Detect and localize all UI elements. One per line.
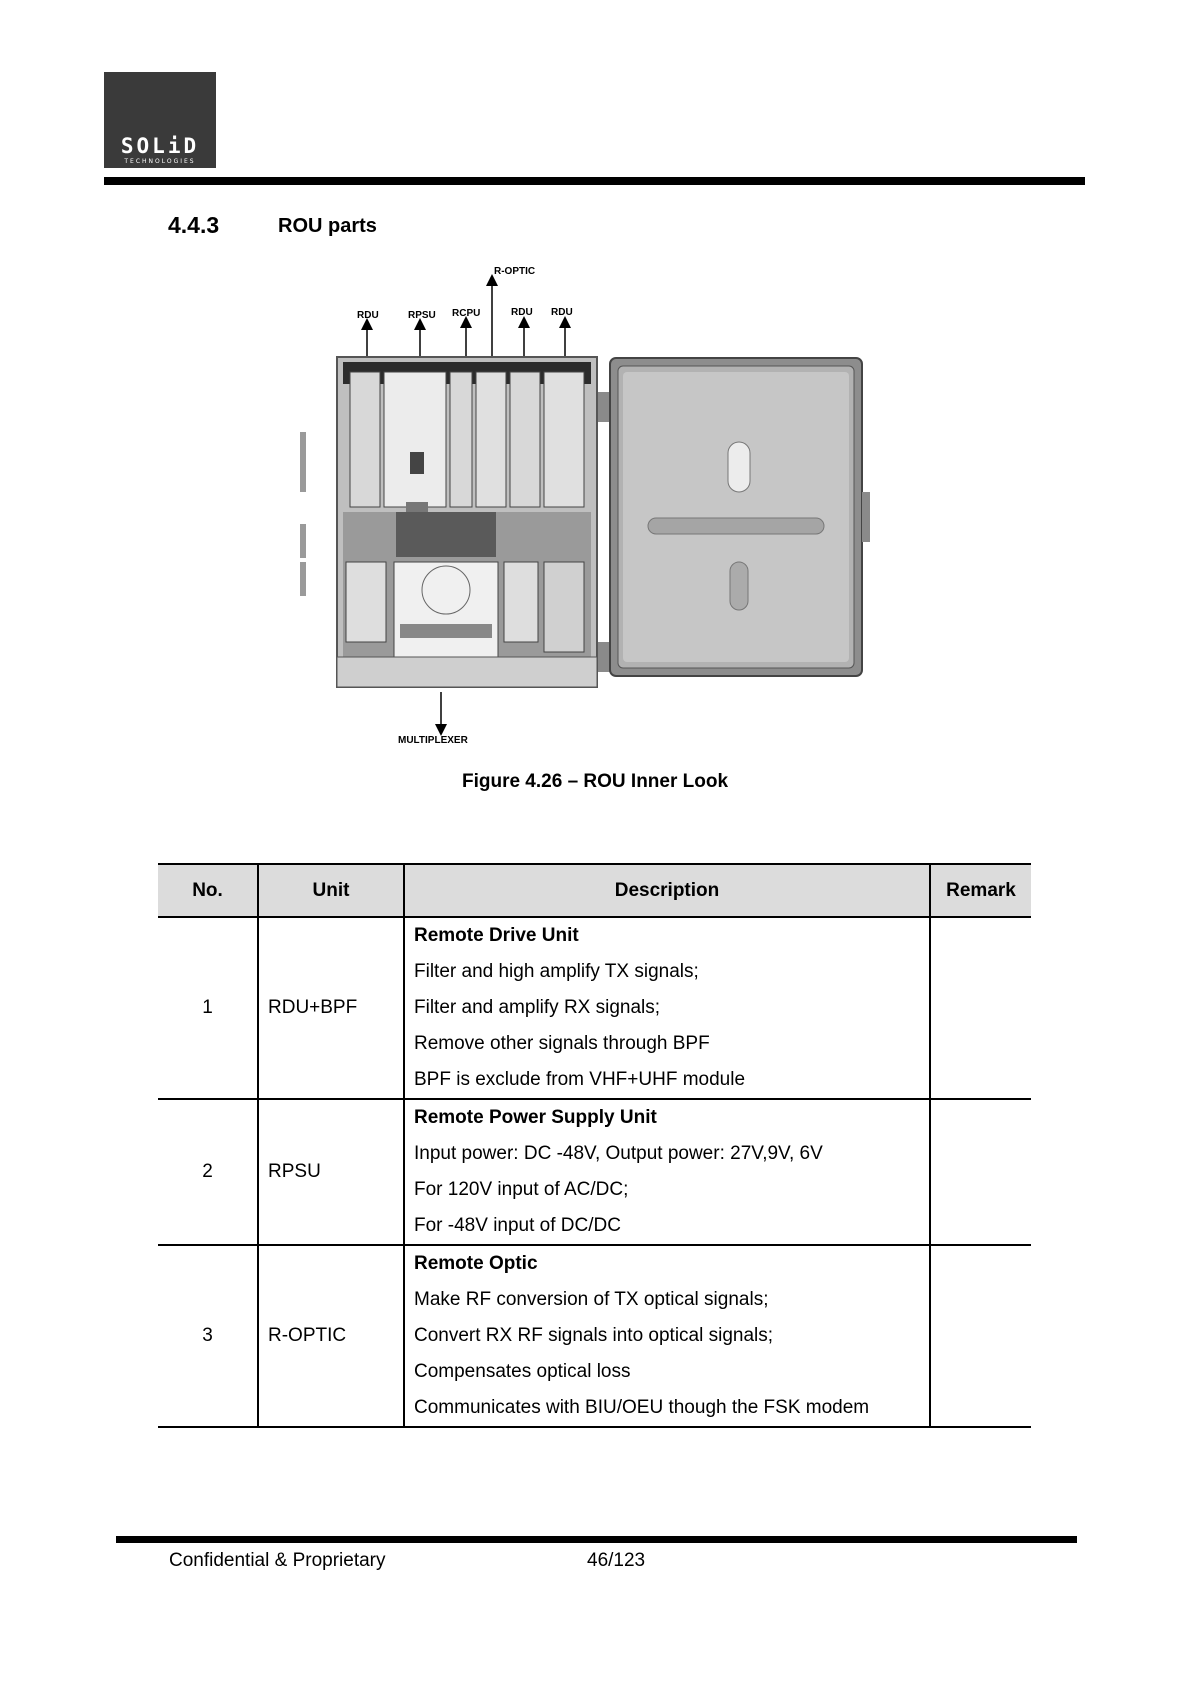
description-line: Input power: DC -48V, Output power: 27V,9V, 6V (414, 1143, 823, 1164)
description-line: Filter and amplify RX signals; (414, 997, 661, 1018)
description-line: Communicates with BIU/OEU though the FSK modem (414, 1397, 870, 1418)
figure-caption: Figure 4.26 – ROU Inner Look (461, 771, 729, 792)
label-rpsu: RPSU (408, 310, 436, 321)
header-rule (104, 177, 1085, 185)
description-line: Remove other signals through BPF (414, 1033, 710, 1054)
footer-confidential: Confidential & Proprietary (169, 1550, 386, 1571)
table-row (158, 917, 1031, 1099)
cell-remark (930, 1245, 1031, 1427)
cell-unit: RPSU (258, 1099, 404, 1245)
rou-parts-table (158, 863, 1031, 1428)
table-row (158, 1245, 1031, 1427)
label-rdu-left: RDU (357, 310, 379, 321)
table-row (158, 1099, 1031, 1245)
description-line: BPF is exclude from VHF+UHF module (414, 1069, 746, 1090)
table-header-row (158, 864, 1031, 917)
cell-no: 2 (158, 1099, 258, 1245)
description-line: Make RF conversion of TX optical signals; (414, 1289, 769, 1310)
header-description: Description (404, 864, 930, 917)
cell-description (404, 917, 930, 1099)
section-number: 4.4.3 (168, 212, 220, 238)
rou-inner-look-figure (300, 262, 895, 752)
label-r-optic: R-OPTIC (494, 266, 536, 277)
cell-remark (930, 1099, 1031, 1245)
header-unit: Unit (258, 864, 404, 917)
cell-no: 1 (158, 917, 258, 1099)
cell-unit: RDU+BPF (258, 917, 404, 1099)
company-logo (104, 72, 216, 168)
description-heading: Remote Optic (414, 1253, 538, 1274)
cell-unit: R-OPTIC (258, 1245, 404, 1427)
label-rcpu: RCPU (452, 308, 481, 319)
description-line: Compensates optical loss (414, 1361, 631, 1382)
cell-remark (930, 917, 1031, 1099)
logo-subtext: TECHNOLOGIES (124, 158, 196, 165)
page-number: 46/123 (587, 1550, 646, 1571)
section-title: ROU parts (278, 215, 377, 237)
cell-no: 3 (158, 1245, 258, 1427)
footer-rule (116, 1536, 1077, 1543)
description-line: For -48V input of DC/DC (414, 1215, 621, 1236)
description-line: Filter and high amplify TX signals; (414, 961, 699, 982)
label-rdu-mid: RDU (511, 307, 533, 318)
label-multiplexer: MULTIPLEXER (398, 735, 468, 746)
description-line: Convert RX RF signals into optical signals; (414, 1325, 774, 1346)
description-heading: Remote Drive Unit (414, 925, 579, 946)
description-heading: Remote Power Supply Unit (414, 1107, 657, 1128)
cell-description (404, 1099, 930, 1245)
header-remark: Remark (930, 864, 1031, 917)
logo-brand-text: SOLiD (120, 134, 200, 158)
label-rdu-right: RDU (551, 307, 573, 318)
cell-description (404, 1245, 930, 1427)
header-no: No. (158, 864, 258, 917)
description-line: For 120V input of AC/DC; (414, 1179, 629, 1200)
